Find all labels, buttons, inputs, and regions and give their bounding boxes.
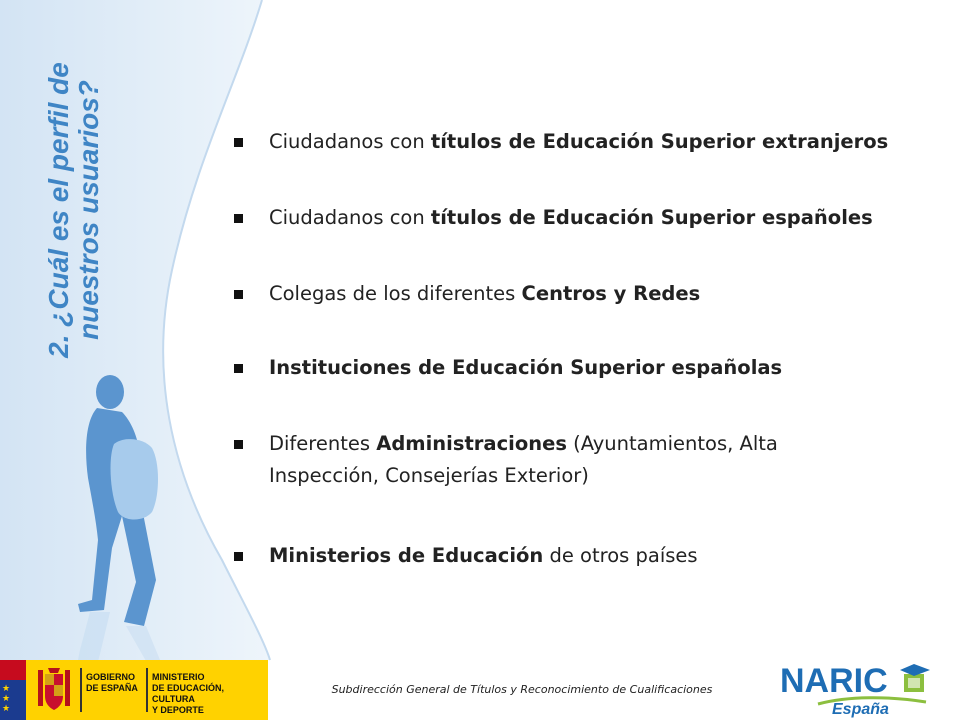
graduation-cap-icon [900,664,930,692]
bullet-text-part: Colegas de los diferentes [269,282,522,305]
bullet-text-part: Ciudadanos con [269,130,431,153]
square-bullet-icon [234,364,243,373]
bullet-item [234,428,829,492]
bullet-text-bold: títulos de Educación Superior españoles [430,206,873,229]
bullet-text-part: de otros países [543,544,698,567]
square-bullet-icon [234,138,243,147]
naric-espana-logo [778,656,934,720]
bullet-text [269,428,829,492]
eu-flag-icon: ★ ★ ★ [0,660,26,720]
naric-brand-text: NARIC [780,662,888,700]
square-bullet-icon [234,214,243,223]
bullet-text [269,202,909,234]
bullet-item [234,540,909,572]
footer-subtitle: Subdirección General de Títulos y Reconocimiento de Cualificaciones [331,683,713,696]
bullet-text [269,540,909,572]
square-bullet-icon [234,552,243,561]
bullet-text [269,352,909,384]
bullet-text [269,278,909,310]
bullet-item [234,202,909,234]
bullet-text [269,126,909,158]
bullet-text-bold: Ministerios de Educación [269,544,544,567]
bullet-text-bold: Centros y Redes [521,282,701,305]
bullet-text-bold: Instituciones de Educación Superior españolas [269,356,783,379]
slide-title: 2. ¿Cuál es el perfil de nuestros usuarios? [43,62,104,358]
square-bullet-icon [234,290,243,299]
bullet-text-bold: Administraciones [376,432,567,455]
bullet-text-bold: títulos de Educación Superior extranjeros [430,130,889,153]
bullet-item [234,278,909,310]
bullet-text-part: Ciudadanos con [269,206,431,229]
gobierno-de-espana-logo [0,660,268,720]
coat-of-arms-icon [36,666,72,714]
naric-sub-text: España [832,701,889,718]
ministerio-label: MINISTERIO DE EDUCACIÓN, CULTURA Y DEPORTE [152,672,225,715]
bullet-item [234,126,909,158]
gobierno-label: GOBIERNO DE ESPAÑA [86,672,138,693]
bullet-text-part: (Ayuntamientos, Alta Inspección, Consejerías Exterior) [269,432,778,487]
bullet-text-part: Diferentes [269,432,377,455]
bullet-item [234,352,909,384]
square-bullet-icon [234,440,243,449]
